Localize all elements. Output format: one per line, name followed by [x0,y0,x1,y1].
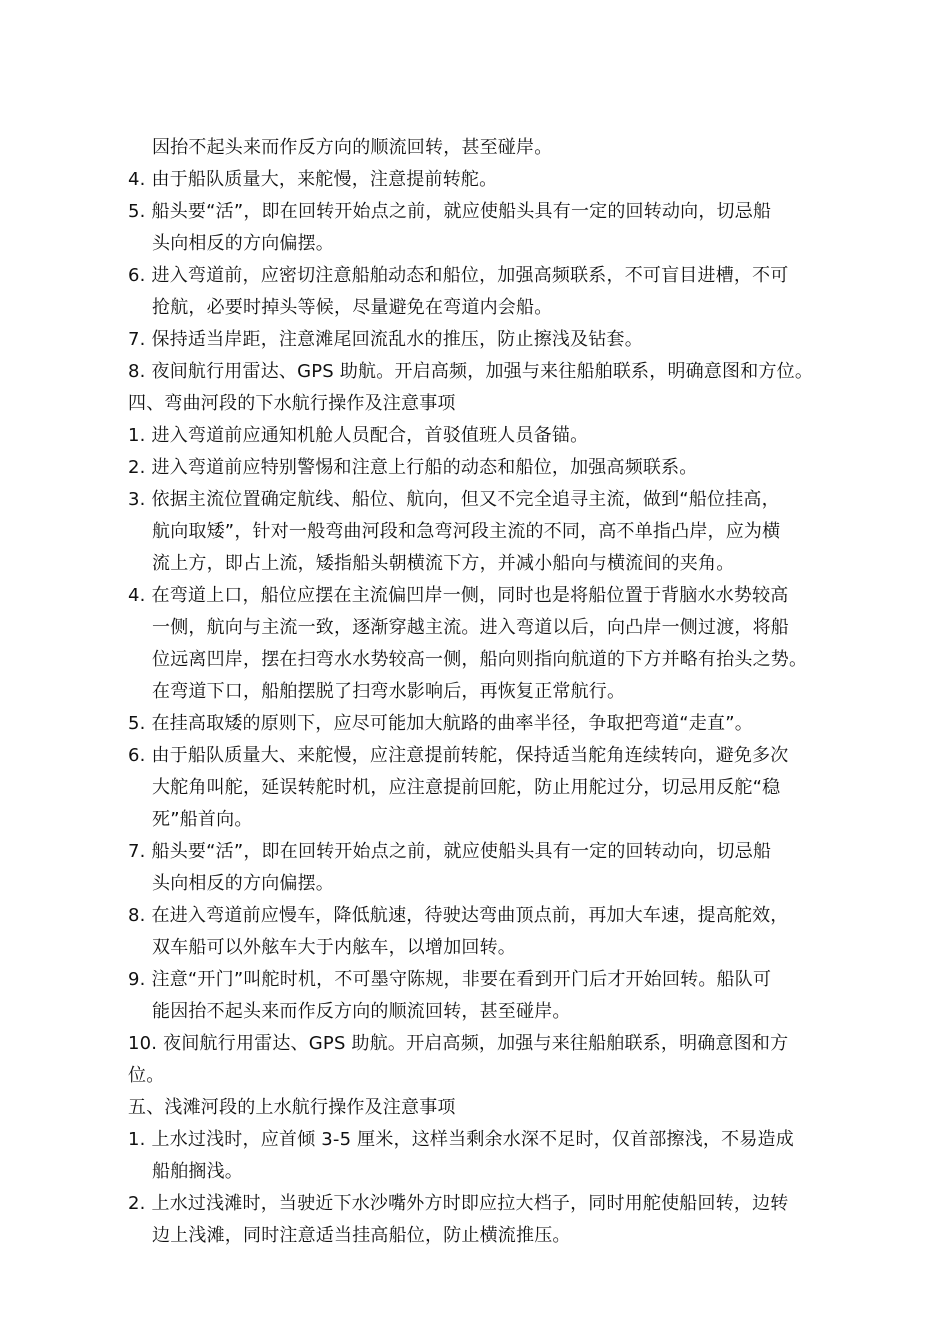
list-item-5-cont: 头向相反的方向偏摆。 [152,233,334,254]
list-item-7: 7. 保持适当岸距，注意滩尾回流乱水的推压，防止擦浅及钻套。 [128,329,643,350]
list-item-4-cont: 位远离凹岸，摆在扫弯水水势较高一侧，船向则指向航道的下方并略有抬头之势。 [152,649,808,670]
list-item-3-cont: 流上方，即占上流，矮指船头朝横流下方，并减小船向与横流间的夹角。 [152,553,735,574]
list-item-4-cont: 在弯道下口，船舶摆脱了扫弯水影响后，再恢复正常航行。 [152,681,626,702]
list-item-6-cont: 抢航，必要时掉头等候，尽量避免在弯道内会船。 [152,297,553,318]
document-body [128,132,834,1252]
list-item-6-cont: 死”船首向。 [152,809,253,830]
list-item-10-cont: 位。 [128,1065,165,1086]
list-item-8: 8. 在进入弯道前应慢车，降低航速，待驶达弯曲顶点前，再加大车速，提高舵效， [128,905,789,926]
list-item-6-cont: 大舵角叫舵，延误转舵时机，应注意提前回舵，防止用舵过分，切忌用反舵“稳 [152,777,781,798]
list-item-4-cont: 一侧，航向与主流一致，逐渐穿越主流。进入弯道以后，向凸岸一侧过渡，将船 [152,617,789,638]
list-item-6: 6. 由于船队质量大、来舵慢，应注意提前转舵，保持适当舵角连续转向，避免多次 [128,745,789,766]
list-item-9: 9. 注意“开门”叫舵时机，不可墨守陈规，非要在看到开门后才开始回转。船队可 [128,969,772,990]
list-item-9-cont: 能因抬不起头来而作反方向的顺流回转，甚至碰岸。 [152,1001,571,1022]
list-item-5: 5. 在挂高取矮的原则下，应尽可能加大航路的曲率半径，争取把弯道“走直”。 [128,713,753,734]
list-item-3-cont: 航向取矮”，针对一般弯曲河段和急弯河段主流的不同，高不单指凸岸，应为横 [152,521,781,542]
list-item-5: 5. 船头要“活”，即在回转开始点之前，就应使船头具有一定的回转动向，切忌船 [128,201,772,222]
section-heading-5: 五、浅滩河段的上水航行操作及注意事项 [128,1097,456,1118]
list-item-8: 8. 夜间航行用雷达、GPS 助航。开启高频，加强与来往船舶联系，明确意图和方位。 [128,361,814,382]
list-item-8-cont: 双车船可以外舷车大于内舷车，以增加回转。 [152,937,516,958]
section-heading-4: 四、弯曲河段的下水航行操作及注意事项 [128,393,456,414]
list-item-7: 7. 船头要“活”，即在回转开始点之前，就应使船头具有一定的回转动向，切忌船 [128,841,772,862]
list-item-2: 2. 上水过浅滩时，当驶近下水沙嘴外方时即应拉大档子，同时用舵使船回转，边转 [128,1193,789,1214]
list-item-2: 2. 进入弯道前应特别警惕和注意上行船的动态和船位，加强高频联系。 [128,457,698,478]
list-item-6: 6. 进入弯道前，应密切注意船舶动态和船位，加强高频联系，不可盲目进槽，不可 [128,265,789,286]
list-item-3: 3. 依据主流位置确定航线、船位、航向，但又不完全追寻主流，做到“船位挂高， [128,489,780,510]
paragraph-line: 因抬不起头来而作反方向的顺流回转，甚至碰岸。 [152,137,553,158]
list-item-7-cont: 头向相反的方向偏摆。 [152,873,334,894]
list-item-2-cont: 边上浅滩，同时注意适当挂高船位，防止横流推压。 [152,1225,571,1246]
list-item-1: 1. 进入弯道前应通知机舱人员配合，首驳值班人员备锚。 [128,425,589,446]
list-item-1: 1. 上水过浅时，应首倾 3-5 厘米，这样当剩余水深不足时，仅首部擦浅，不易造成 [128,1129,794,1150]
list-item-1-cont: 船舶搁浅。 [152,1161,243,1182]
list-item-4: 4. 由于船队质量大，来舵慢，注意提前转舵。 [128,169,498,190]
list-item-10: 10. 夜间航行用雷达、GPS 助航。开启高频，加强与来往船舶联系，明确意图和方 [128,1033,789,1054]
list-item-4: 4. 在弯道上口，船位应摆在主流偏凹岸一侧，同时也是将船位置于背脑水水势较高 [128,585,789,606]
